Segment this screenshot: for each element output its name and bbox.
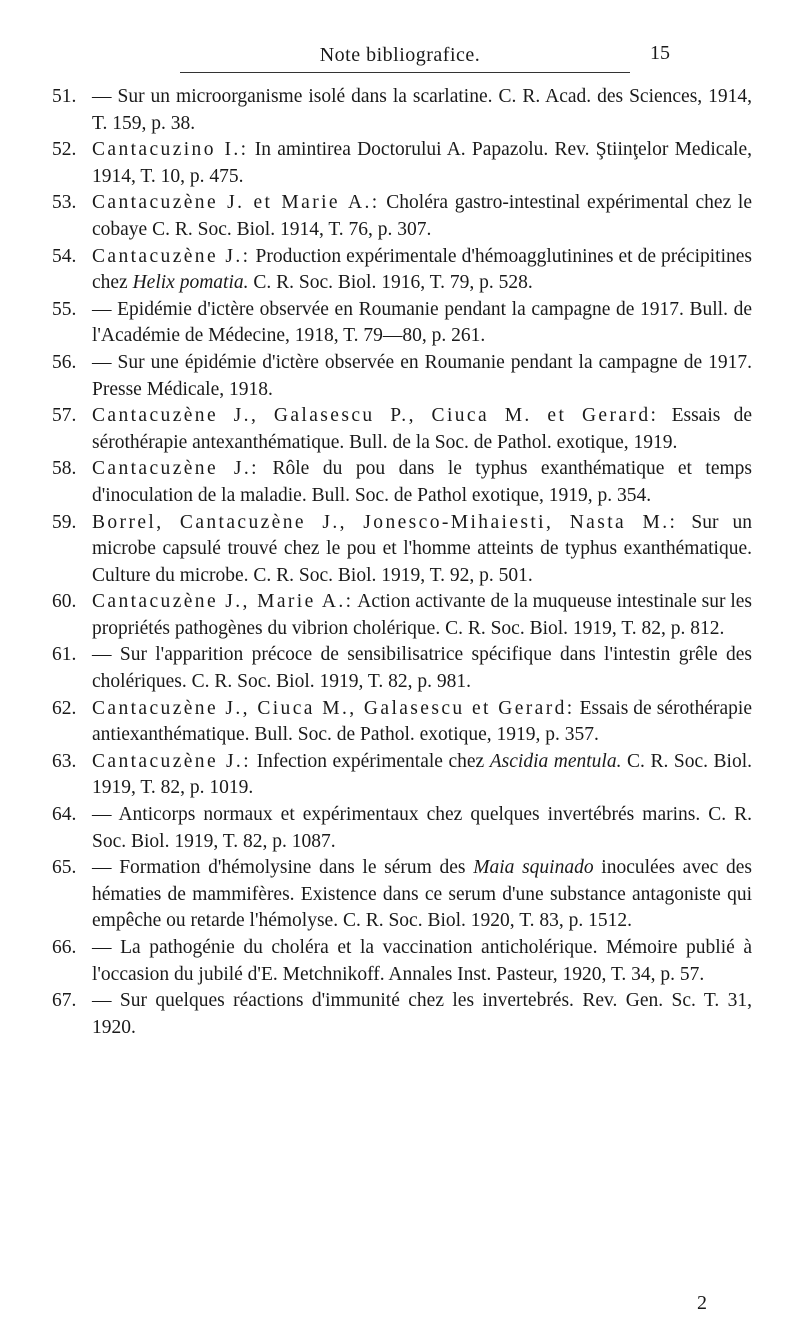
bibliography-entry (52, 190, 752, 243)
entry-text: Action activante de la muqueuse intestinale sur les propriétés pathogènes du vibrion cholérique. C. R. Soc. Biol. 1919, T. 82, p. 812. (92, 591, 753, 639)
bibliography-entry (52, 244, 752, 297)
entry-body (92, 749, 752, 802)
entry-author: Cantacuzène J., Marie A.: (92, 591, 354, 613)
entry-body (92, 244, 752, 297)
bibliography-entry (52, 403, 752, 456)
bibliography-entry (52, 350, 752, 403)
entry-italic-title: Maia squinado (473, 857, 594, 879)
entry-body (92, 988, 752, 1041)
entry-text: Choléra gastro-intestinal expérimental chez le cobaye C. R. Soc. Biol. 1914, T. 76, p. 307. (92, 192, 752, 240)
entry-number: 53. (52, 192, 77, 214)
entry-text: In amintirea Doctorului A. Papazolu. Rev. Ştiinţelor Medicale, 1914, T. 10, p. 475. (92, 139, 753, 187)
bibliography-entry (52, 137, 752, 190)
entry-number: 59. (52, 511, 77, 533)
entry-author: — (92, 804, 112, 826)
page-number: 15 (650, 42, 670, 64)
entry-number: 62. (52, 697, 77, 719)
entry-text: Essais de sérothérapie antexanthématique. Bull. de la Soc. de Pathol. exotique, 1919. (92, 405, 753, 453)
entry-number: 51. (52, 86, 77, 107)
entry-author: Borrel, Cantacuzène J., Jonesco-Mihaiesti, Nasta M.: (92, 511, 678, 533)
entry-author: Cantacuzène J. et Marie A.: (92, 192, 380, 214)
entry-author: — (92, 351, 112, 373)
entry-number: 66. (52, 937, 77, 958)
entry-author: Cantacuzino I.: (92, 139, 249, 161)
entry-text: Anticorps normaux et expérimentaux chez quelques invertébrés marins. C. R. Soc. Biol. 1919, T. 82, p. 1087. (92, 804, 752, 852)
entry-text: Sur l'apparition précoce de sensibilisatrice spécifique dans l'intestin grêle des cholériques. C. R. Soc. Biol. 1919, T. 82, p. 981. (92, 644, 753, 693)
entry-text: Rôle du pou dans le typhus exanthématique et temps d'inoculation de la maladie. Bull. Soc. de Pathol exotique, 1919, p. 354. (92, 458, 752, 506)
entry-author: — (92, 937, 112, 958)
entry-author: — (92, 644, 112, 666)
entry-body (92, 802, 752, 855)
entry-body (92, 190, 752, 243)
bibliography-entry (52, 297, 752, 350)
entry-number: 52. (52, 139, 77, 161)
entry-body (92, 403, 752, 456)
entry-body (92, 297, 752, 350)
entry-author: — (92, 86, 112, 107)
bibliography-entry (52, 642, 752, 695)
entry-author: Cantacuzène J., Galasescu P., Ciuca M. et Gerard: (92, 405, 659, 427)
entry-body (92, 84, 752, 137)
entry-text: Production expérimentale d'hémoagglutinines et de précipitines chez (92, 245, 753, 294)
running-title: Note bibliografice. (319, 44, 481, 66)
entry-text: Sur un microbe capsulé trouvé chez le pou et l'homme atteints de typhus exanthématique. Culture du microbe. C. R. Soc. Biol. 1919, T. 92, p. 501. (92, 511, 753, 586)
entry-italic-title: Ascidia mentula. (489, 750, 622, 772)
entry-text: Sur une épidémie d'ictère observée en Roumanie pendant la campagne de 1917. Presse Médicale, 1918. (92, 351, 753, 400)
entry-text: Sur un microorganisme isolé dans la scarlatine. C. R. Acad. des Sciences, 1914, T. 159, p. 38. (92, 86, 753, 134)
entry-number: 61. (52, 644, 77, 666)
entry-body (92, 589, 752, 642)
entry-italic-title: Helix pomatia. (132, 272, 249, 294)
entry-text-continued: C. R. Soc. Biol. 1919, T. 82, p. 1019. (92, 750, 753, 799)
bibliography-entry (52, 589, 752, 642)
entry-text-continued: C. R. Soc. Biol. 1916, T. 79, p. 528. (253, 272, 533, 294)
entry-author: Cantacuzène J., Ciuca M., Galasescu et Gerard: (92, 697, 575, 719)
entry-body (92, 935, 752, 988)
entry-text-continued: inoculées avec des hématies de mammifères. Existence dans ce serum d'une substance antagoniste qui empêche ou retarde l'hémolyse. C. R. Soc. Biol. 1920, T. 83, p. 1512. (92, 857, 753, 932)
bibliography-entry (52, 802, 752, 855)
bibliography-entry (52, 988, 752, 1041)
bibliography-entry (52, 510, 752, 590)
bibliography-entry (52, 456, 752, 509)
entry-number: 63. (52, 750, 77, 772)
entry-text: Infection expérimentale chez (256, 750, 485, 772)
header-rule (180, 72, 630, 73)
entry-number: 56. (52, 351, 77, 373)
entry-number: 58. (52, 458, 77, 480)
entry-text: Sur quelques réactions d'immunité chez les invertebrés. Rev. Gen. Sc. T. 31, 1920. (92, 990, 753, 1038)
bibliography-entry (52, 855, 752, 935)
entry-body (92, 137, 752, 190)
entry-body (92, 855, 752, 935)
entry-author: — (92, 990, 112, 1012)
entry-number: 67. (52, 990, 77, 1012)
bibliography-entry (52, 696, 752, 749)
running-header (0, 44, 800, 74)
entry-author: Cantacuzène J.: (92, 245, 251, 267)
bibliography-entry (52, 84, 752, 137)
bibliography-list (52, 84, 752, 1041)
entry-text: Essais de sérothérapie antiexanthématique. Bull. Soc. de Pathol. exotique, 1919, p. 357. (92, 697, 752, 746)
entry-number: 60. (52, 591, 77, 613)
entry-author: Cantacuzène J.: (92, 750, 252, 772)
entry-body (92, 510, 752, 590)
entry-body (92, 696, 752, 749)
entry-body (92, 350, 752, 403)
entry-text: La pathogénie du choléra et la vaccination anticholérique. Mémoire publié à l'occasion du jubilé d'E. Metchnikoff. Annales Inst. Pasteur, 1920, T. 34, p. 57. (92, 937, 753, 985)
signature-mark: 2 (697, 1292, 707, 1314)
entry-body (92, 456, 752, 509)
entry-body (92, 642, 752, 695)
entry-author: — (92, 298, 112, 320)
entry-number: 64. (52, 804, 77, 826)
entry-author: Cantacuzène J.: (92, 458, 259, 480)
entry-text: Epidémie d'ictère observée en Roumanie pendant la campagne de 1917. Bull. de l'Académie de Médecine, 1918, T. 79—80, p. 261. (92, 298, 752, 347)
entry-number: 55. (52, 298, 77, 320)
entry-text: Formation d'hémolysine dans le sérum des (119, 857, 466, 879)
entry-number: 54. (52, 245, 77, 267)
entry-number: 57. (52, 405, 77, 427)
entry-author: — (92, 857, 112, 879)
bibliography-entry (52, 749, 752, 802)
entry-number: 65. (52, 857, 77, 879)
bibliography-entry (52, 935, 752, 988)
